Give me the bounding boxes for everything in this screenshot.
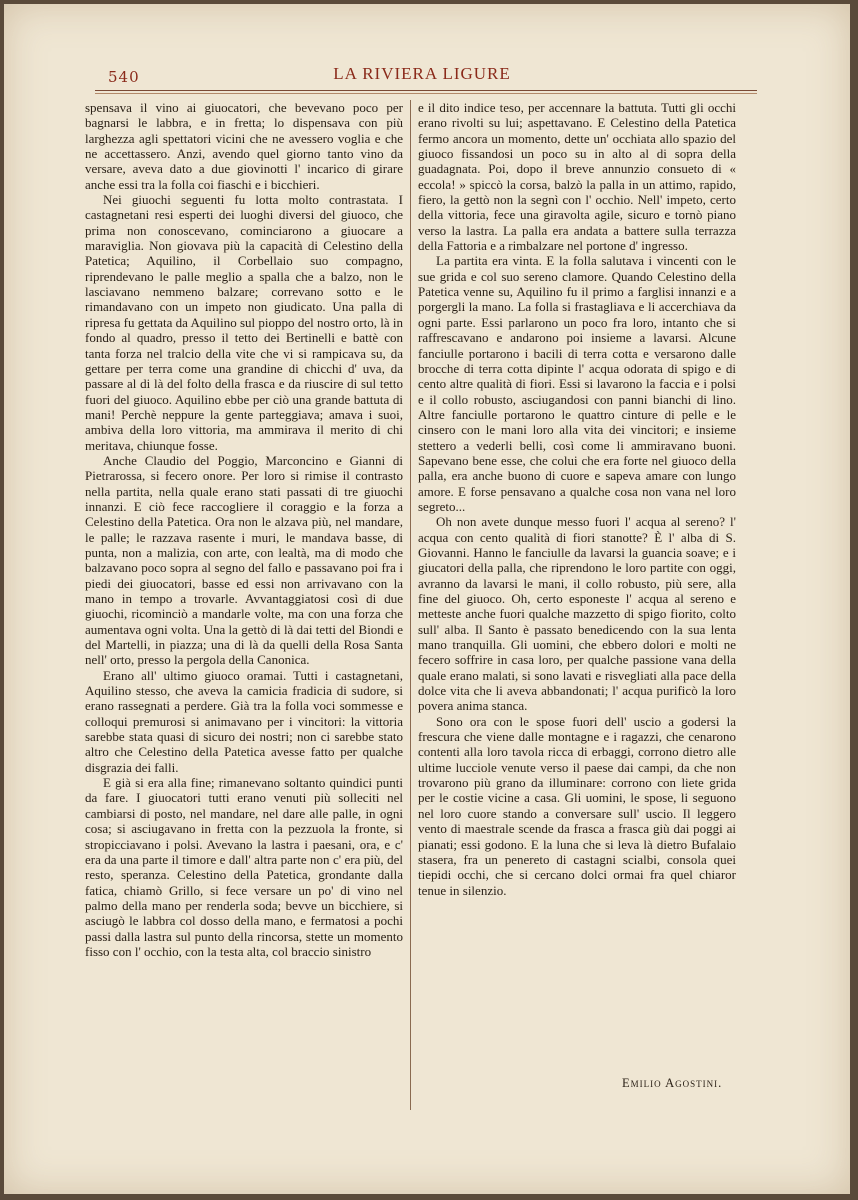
paragraph: e il dito indice teso, per accennare la battuta. Tutti gli occhi erano rivolti su lui; aspettavano. E Celestino della Patetica fermo ancora un momento, dette un' occhiata allo spazio del giuoco fissandosi un poco su in alto al di sopra della guadagnata. Poi, dopo il breve annunzio consueto di « eccola! » spiccò la corsa, balzò la palla in un attimo, rapido, fiero, la gettò non la segnì con l' occhio. Nell' impeto, certo della vittoria, fece una giravolta agile, sicuro e tornò piano verso la lastra. La palla era andata a battere sulla terrazza della Fattoria e a rimbalzare nel portone d' ingresso. [418,100,736,254]
page-header [84,62,760,90]
paragraph: Oh non avete dunque messo fuori l' acqua al sereno? l' acqua con cento qualità di fiori stanotte? È l' alba di S. Giovanni. Hanno le fanciulle da lavarsi la guancia soave; e i giucatori della palla, che riprendono le loro partite con oggi, avranno da lavarsi le mani, il collo robusto, più sere, alla fine del giuoco. Oh, certo esponeste l' acqua al sereno e metteste anche fuori qualche mazzetto di spigo fiorito, colto sull' alba. Il Santo è passato benedicendo con la sua lenta mano tranquilla. Gli uomini, che ebbero dolori e molti ne fecero soffrire in casa loro, per qualche passione vana della quale erano malati, si sono lavati e risvegliati alla pace della dolce vita che li aveva abbandonati; l' acqua purificò la loro povera anima stanca. [418,514,736,714]
paragraph: spensava il vino ai giuocatori, che bevevano poco per bagnarsi le labbra, e in fretta; lo dispensava con più larghezza agli spettatori vicini che ne avessero voglia e che ne accettassero. Anzi, avendo quel giorno tanto vino da versare, aveva dato a due giovinotti l' incarico di girare anche essi tra la folla coi fiaschi e i bicchieri. [85,100,403,192]
column-divider [410,100,411,1110]
paragraph: Sono ora con le spose fuori dell' uscio a godersi la frescura che viene dalle montagne e i ragazzi, che cenarono contenti alla loro tavola ricca di erbaggi, corrono dietro alle ultime lucciole venute verso il paese dai campi, da che non trovarono più grano da illuminare: corrono con liete grida per le costie vicine a casa. Gli uomini, le spose, li seguono nel loro cuore stando a conversare sull' uscio. Il leggero vento di maestrale scende da frasca a frasca giù dai poggi ai pianati; essi godono. E la luna che si leva là dietro Bufalaio stasera, fra un penereto di castagni scialbi, consola quei tiepidi occhi, che si cercano dolci ormai fra quel chiaror tenue in silenzio. [418,713,736,898]
paragraph: Anche Claudio del Poggio, Marconcino e Gianni di Pietrarossa, si fecero onore. Per loro si rimise il contrasto nella partita, nella quale erano stati passati di tre giuochi innanzi. E ciò fece raccogliere il coraggio e la forza a Celestino della Patetica. Ora non le alzava più, nel mandare, le palle; le razzava rasente i muri, le mandava basse, di punta, non a malizia, con arte, con lealtà, ma di modo che balzavano poco sopra al segno del fallo e passavano poi fra i piedi dei giuocatori, basse ed essi non arrivavano con la mano in tempo a trovarle. Avvantaggiatosi così di due giuochi, ricominciò a mandarle volte, ma con una forza che aumentava ogni volta. Una la gettò di là dai tetti del Biondi e del Martelli, in piazza; una di là da quelli della Rosa Santa nell' orto, presso la pergola della Canonica. [85,452,403,668]
page-number: 540 [108,68,140,86]
paragraph: Nei giuochi seguenti fu lotta molto contrastata. I castagnetani resi esperti dei luoghi diversi del giuoco, che prima non conoscevano, cominciarono a giuocare a maraviglia. Non giovava più la capacità di Celestino della Patetica; Aquilino, il Corbellaio suo compagno, riprendevano le palle meglio a spalla che a balzo, non le lasciavano nemmeno balzare; correvano sotto e le rimandavano con un impeto non giudicato. Una palla di ripresa fu gettata da Aquilino sul pioppo del nostro orto, là in fondo al quadro, presso il tetto dei Bertinelli e battè con tanta forza nel tralcio della vite che vi si rampicava su, da gettare per terra come una grandine di chicchi d' uva, da passare al di là del folto della frasca e da riuscire di sul tetto fuori del giuoco. Aquilino ebbe per ciò una grande battuta di mani! Perchè neppure la gente parteggiava; amava i suoi, ambiva della loro vittoria, ma ammirava il merito di chi meritava, chiunque fosse. [85,192,403,453]
running-title: LA RIVIERA LIGURE [333,64,511,83]
paragraph: La partita era vinta. E la folla salutava i vincenti con le sue grida e col suo sereno clamore. Quando Celestino della Patetica venne su, Aquilino fu il primo a farglisi innanzi e a porgergli la mano. La folla si frastagliava e li accerchiava da ogni parte. Essi parlarono un poco fra loro, intanto che si raffrescavano e andarono poi insieme a lavarsi. Alcune fanciulle portarono i bacili di terra cotta e versarono dalle brocche di terra cotta dipinte l' acqua odorata di spigo e di cento altre qualità di fiori. Essi si lavarono la faccia e i polsi e il collo robusto, asciugandosi con panni bianchi di lino. Altre fanciulle portarono le quattro cinture di pelle e le cinsero con le mani loro alla vita dei vincitori; e insieme stettero a vederli belli, così come li ammiravano buoni. Sapevano bene esse, che colui che era forte nel giuoco della palla, era anche buono di cuore e sapeva amare con lungo amore. E forse pensavano a qualche cosa non vana nel loro segreto... [418,253,736,514]
paragraph: Erano all' ultimo giuoco oramai. Tutti i castagnetani, Aquilino stesso, che aveva la camicia fradicia di sudore, si erano rassegnati a perdere. Già tra la folla voci sommesse e colloqui premurosi si animavano per i vincitori: la vittoria sarebbe stata quasi di sicuro dei nostri; non ci sarebbe stato altro che Celestino della Patetica avesse fatto per qualche disgrazia dei falli. [85,667,403,775]
paragraph: E già si era alla fine; rimanevano soltanto quindici punti da fare. I giuocatori tutti erano venuti più solleciti nel cambiarsi di posto, nel mandare, nel dare alle palle, in ogni cosa; si asciugavano in fretta con la pezzuola la fronte, si stropicciavano i polsi. Avevano la lastra i paesani, ora, e c' era da una parte il timore e dall' altra parte non c' era più, del resto, speranza. Celestino della Patetica, grondante dalla fatica, chiamò Grillo, si fece versare un po' di vino nel palmo della mano per renderla soda; bevve un bicchiere, si asciugò le labbra col dosso della mano, e fermatosi a pochi passi dalla lastra sul punto della rincorsa, stette un momento fisso con l' occhio, con la testa alta, col braccio sinistro [85,775,403,959]
right-column [418,100,736,898]
header-rule [95,90,757,91]
author-signature: Emilio Agostini. [622,1076,723,1090]
left-column [85,100,403,959]
header-rule-secondary [95,93,757,94]
